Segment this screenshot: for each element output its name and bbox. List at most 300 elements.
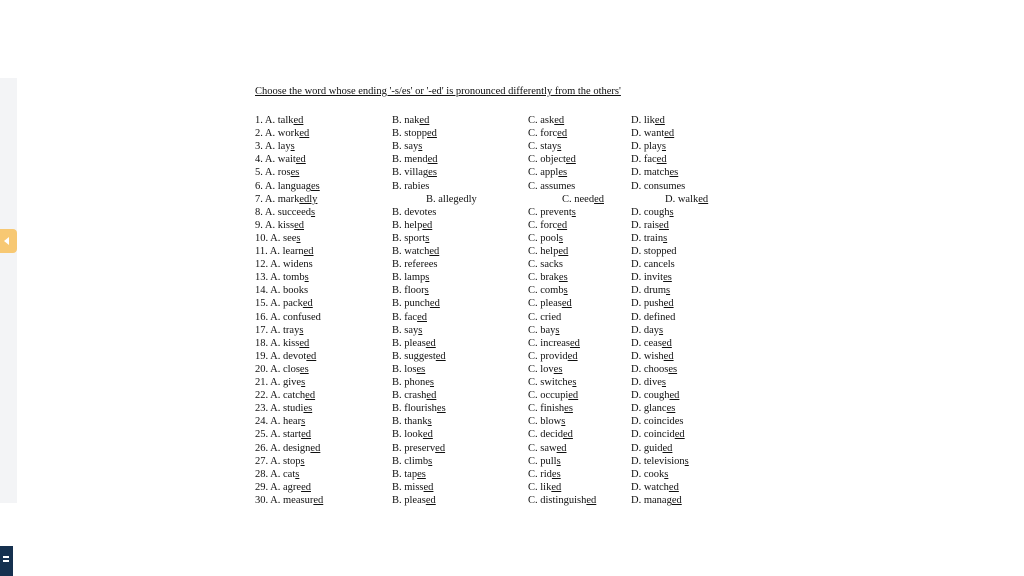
option-stem: B. phone — [392, 377, 430, 388]
option-ending: s — [418, 324, 423, 336]
option-ending: es — [417, 468, 426, 480]
option-a — [255, 363, 309, 376]
question-row — [255, 114, 715, 127]
option-b — [426, 193, 477, 206]
option-stem: 20. A. clos — [255, 363, 300, 375]
option-b — [392, 350, 446, 363]
option-stem: 10. A. see — [255, 232, 297, 244]
option-stem: C. sacks — [528, 259, 563, 271]
option-d — [631, 206, 674, 219]
option-a — [255, 376, 305, 389]
option-b — [392, 363, 425, 376]
option-a — [255, 402, 312, 415]
option-stem: D. stopped — [631, 246, 677, 257]
question-row — [255, 232, 715, 245]
option-b — [392, 494, 436, 507]
option-ending: s — [661, 141, 667, 153]
option-stem: 4. A. wait — [255, 154, 296, 166]
option-stem: D. play — [631, 141, 662, 153]
option-stem: 14. A. books — [255, 285, 309, 297]
option-stem: D. train — [631, 232, 664, 244]
option-stem: C. bay — [528, 324, 556, 336]
option-a — [255, 219, 304, 232]
option-ending: ed — [299, 337, 310, 349]
option-stem: B. pleas — [392, 337, 426, 349]
option-ending: es — [299, 363, 309, 375]
option-stem: C. decid — [528, 429, 563, 441]
option-stem: 12. A. widens — [255, 259, 313, 271]
option-d — [631, 245, 677, 258]
option-ending: ed — [558, 246, 569, 257]
option-c — [528, 324, 560, 337]
option-stem: 2. A. work — [255, 128, 300, 140]
option-d — [631, 376, 666, 389]
option-ending: ed — [426, 390, 437, 402]
question-row — [255, 415, 715, 428]
option-a — [255, 481, 311, 494]
option-stem: 9. A. kiss — [255, 219, 295, 231]
option-stem: D. cook — [631, 468, 665, 480]
option-b — [392, 127, 437, 140]
option-a — [255, 153, 306, 166]
option-stem: B. say — [392, 324, 419, 336]
option-ending: s — [304, 272, 309, 284]
option-c — [528, 311, 561, 324]
option-ending: es — [436, 403, 446, 415]
option-stem: D. rais — [631, 219, 659, 231]
option-ending: es — [558, 272, 568, 284]
option-ending: ed — [554, 115, 565, 126]
option-b — [392, 442, 445, 455]
question-row — [255, 297, 715, 310]
option-stem: 24. A. hear — [255, 416, 302, 428]
option-a — [255, 442, 320, 455]
option-stem: 17. A. tray — [255, 324, 300, 336]
option-stem: B. crash — [392, 390, 427, 402]
option-stem: C. brak — [528, 272, 559, 284]
option-ending: ed — [674, 429, 685, 441]
option-stem: B. watch — [392, 246, 430, 257]
option-b — [392, 337, 436, 350]
option-stem: D. choos — [631, 363, 669, 375]
option-d — [631, 428, 685, 441]
option-d — [631, 337, 672, 350]
option-d — [631, 363, 677, 376]
option-stem: C. forc — [528, 219, 558, 231]
question-row — [255, 166, 715, 179]
option-d — [631, 415, 684, 428]
option-a — [255, 193, 317, 206]
option-ending: ed — [305, 390, 316, 402]
option-c — [528, 468, 561, 481]
option-ending: ed — [423, 481, 434, 493]
option-d — [631, 297, 674, 310]
chevron-left-icon — [4, 237, 9, 245]
option-stem: 13. A. tomb — [255, 272, 305, 284]
question-row — [255, 389, 715, 402]
option-stem: D. manag — [631, 494, 672, 506]
option-stem: C. pull — [528, 455, 557, 467]
option-ending: ed — [561, 298, 572, 310]
option-a — [255, 324, 303, 337]
option-stem: 26. A. design — [255, 442, 311, 454]
option-ending: s — [572, 377, 577, 388]
question-row — [255, 481, 715, 494]
option-stem: B. tap — [392, 468, 418, 480]
option-ending: es — [303, 403, 313, 415]
option-b — [392, 481, 433, 494]
option-stem: 22. A. catch — [255, 390, 306, 402]
option-a — [255, 389, 315, 402]
option-a — [255, 166, 299, 179]
question-row — [255, 258, 715, 271]
option-a — [255, 494, 323, 507]
option-stem: B. lamp — [392, 272, 426, 284]
option-d — [631, 284, 670, 297]
option-b — [392, 376, 434, 389]
option-c — [528, 166, 567, 179]
option-stem: B. nak — [392, 115, 420, 126]
option-d — [665, 193, 708, 206]
option-c — [528, 271, 568, 284]
question-row — [255, 206, 715, 219]
option-c — [528, 284, 568, 297]
option-a — [255, 337, 309, 350]
option-ending: ed — [663, 350, 674, 362]
option-ending: ed — [586, 494, 597, 506]
option-ending: s — [290, 141, 295, 153]
option-stem: D. coincides — [631, 416, 684, 428]
option-a — [255, 232, 301, 245]
option-ending: ed — [563, 429, 573, 441]
option-stem: C. lik — [528, 481, 552, 493]
option-ending: ed — [429, 298, 440, 310]
option-a — [255, 127, 309, 140]
option-d — [631, 180, 685, 193]
option-stem: B. flourish — [392, 403, 437, 415]
option-stem: D. cough — [631, 206, 670, 218]
option-stem: D. walk — [665, 193, 699, 205]
option-stem: B. look — [392, 429, 423, 441]
option-b — [392, 389, 436, 402]
option-stem: C. lov — [528, 363, 554, 375]
option-stem: C. rid — [528, 468, 552, 480]
option-stem: B. thank — [392, 416, 428, 428]
option-ending: es — [669, 167, 679, 179]
option-ending: ed — [668, 481, 679, 493]
option-b — [392, 428, 433, 441]
option-b — [392, 153, 438, 166]
option-c — [528, 428, 573, 441]
option-c — [528, 127, 567, 140]
question-row — [255, 468, 715, 481]
option-c — [528, 232, 563, 245]
option-ending: ed — [295, 154, 306, 166]
option-stem: B. preserv — [392, 442, 436, 454]
question-row — [255, 455, 715, 468]
option-a — [255, 271, 309, 284]
menu-icon — [3, 556, 9, 566]
option-ending: s — [663, 232, 668, 244]
option-b — [392, 140, 422, 153]
option-ending: ed — [557, 219, 568, 231]
option-stem: D. match — [631, 167, 670, 179]
option-stem: C. provid — [528, 350, 568, 362]
question-row — [255, 442, 715, 455]
option-stem: 25. A. start — [255, 429, 302, 441]
option-stem: C. need — [562, 193, 595, 205]
option-stem: B. fac — [392, 311, 418, 323]
option-stem: C. distinguish — [528, 494, 587, 506]
option-d — [631, 258, 675, 271]
option-d — [631, 402, 675, 415]
option-ending: ed — [698, 193, 709, 205]
option-d — [631, 311, 675, 324]
option-stem: D. drum — [631, 285, 666, 297]
option-ending: s — [571, 206, 576, 218]
option-ending: ed — [293, 115, 304, 126]
option-a — [255, 284, 308, 297]
option-d — [631, 232, 667, 245]
option-b — [392, 258, 437, 271]
option-stem: 18. A. kiss — [255, 337, 300, 349]
option-c — [528, 376, 576, 389]
option-ending: es — [416, 363, 426, 375]
option-ending: ed — [435, 442, 446, 454]
option-ending: es — [551, 468, 561, 480]
option-stem: C. comb — [528, 285, 564, 297]
option-ending: ed — [669, 390, 680, 402]
option-stem: B. say — [392, 141, 419, 153]
option-stem: D. cough — [631, 390, 670, 402]
option-stem: B. referees — [392, 259, 438, 271]
question-row — [255, 153, 715, 166]
option-ending: s — [425, 272, 430, 284]
option-stem: C. saw — [528, 442, 557, 454]
option-d — [631, 442, 672, 455]
option-stem: C. prevent — [528, 206, 572, 218]
option-c — [528, 389, 578, 402]
option-stem: B. help — [392, 219, 423, 231]
option-c — [528, 245, 568, 258]
option-b — [392, 297, 440, 310]
menu-button[interactable] — [0, 546, 13, 576]
option-stem: B. climb — [392, 455, 429, 467]
option-stem: B. rabies — [392, 180, 430, 192]
option-ending: s — [659, 324, 664, 336]
option-c — [562, 193, 604, 206]
option-c — [528, 153, 576, 166]
option-d — [631, 468, 668, 481]
option-stem: 29. A. agre — [255, 481, 302, 493]
option-c — [528, 415, 565, 428]
question-row — [255, 271, 715, 284]
option-d — [631, 153, 667, 166]
option-ending: ed — [422, 219, 433, 231]
option-ending: ed — [313, 494, 324, 506]
option-c — [528, 337, 580, 350]
option-ending: s — [561, 416, 566, 428]
option-ending: s — [563, 285, 568, 297]
option-stem: C. finish — [528, 403, 565, 415]
option-stem: C. object — [528, 154, 566, 166]
option-ending: s — [424, 285, 429, 297]
option-stem: B. allegedly — [426, 193, 477, 205]
option-ending: ed — [656, 154, 667, 166]
option-stem: D. watch — [631, 481, 669, 493]
question-row — [255, 494, 715, 507]
option-c — [528, 114, 564, 127]
option-stem: 5. A. ros — [255, 167, 291, 179]
option-ending: es — [564, 403, 573, 415]
option-stem: C. increas — [528, 337, 570, 349]
option-stem: D. consumes — [631, 180, 686, 192]
question-row — [255, 428, 715, 441]
option-ending: ed — [662, 442, 673, 454]
question-row — [255, 337, 715, 350]
question-row — [255, 219, 715, 232]
option-ending: ed — [417, 311, 427, 323]
option-c — [528, 140, 561, 153]
option-ending: es — [428, 167, 437, 179]
option-stem: D. push — [631, 298, 664, 310]
option-ending: es — [558, 167, 568, 179]
option-stem: D. want — [631, 128, 665, 140]
option-ending: ed — [661, 337, 672, 349]
option-ending: ed — [303, 246, 314, 257]
option-ending: s — [669, 206, 674, 218]
question-row — [255, 180, 715, 193]
option-ending: ed — [594, 193, 604, 205]
option-b — [392, 402, 446, 415]
option-ending: ed — [294, 219, 305, 231]
option-ending: s — [558, 232, 564, 244]
question-row — [255, 324, 715, 337]
option-b — [392, 180, 429, 193]
option-ending: ed — [427, 154, 438, 166]
option-ending: ed — [299, 128, 310, 140]
option-ending: s — [301, 416, 306, 428]
option-ending: ed — [556, 442, 567, 454]
option-ending: s — [428, 455, 433, 467]
option-c — [528, 297, 572, 310]
option-stem: D. television — [631, 455, 685, 467]
option-stem: C. switche — [528, 377, 573, 388]
option-stem: B. stopp — [392, 128, 428, 140]
option-ending: s — [666, 285, 671, 297]
option-d — [631, 494, 682, 507]
option-b — [392, 232, 429, 245]
option-a — [255, 180, 320, 193]
option-ending: s — [555, 324, 560, 336]
option-ending: ed — [422, 429, 433, 441]
option-c — [528, 180, 575, 193]
option-ending: ed — [671, 494, 682, 506]
option-a — [255, 245, 314, 258]
option-b — [392, 219, 432, 232]
option-b — [392, 468, 426, 481]
option-b — [392, 415, 432, 428]
option-stem: C. cried — [528, 311, 562, 323]
option-b — [392, 284, 429, 297]
option-ending: s — [556, 455, 561, 467]
option-stem: D. ceas — [631, 337, 662, 349]
option-stem: B. suggest — [392, 350, 436, 362]
option-stem: B. floor — [392, 285, 425, 297]
option-stem: B. miss — [392, 481, 424, 493]
option-stem: C. assumes — [528, 180, 576, 192]
option-stem: D. cancels — [631, 259, 675, 271]
option-ending: s — [300, 455, 305, 467]
option-a — [255, 206, 315, 219]
option-stem: D. coincid — [631, 429, 675, 441]
option-a — [255, 455, 305, 468]
option-stem: 21. A. give — [255, 377, 302, 388]
option-ending: s — [310, 206, 316, 218]
option-b — [392, 311, 427, 324]
collapse-panel-tab[interactable] — [0, 229, 17, 253]
option-stem: 16. A. confused — [255, 311, 321, 323]
question-row — [255, 350, 715, 363]
option-stem: C. forc — [528, 128, 558, 140]
option-stem: C. blow — [528, 416, 562, 428]
option-stem: 23. A. studi — [255, 403, 304, 415]
page-title: Choose the word whose ending '-s/es' or '-ed' is pronounced differently from the others' — [255, 86, 621, 97]
option-a — [255, 311, 321, 324]
option-ending: s — [684, 455, 689, 467]
option-ending: es — [663, 272, 672, 284]
option-a — [255, 428, 311, 441]
option-ending: ed — [551, 481, 562, 493]
option-stem: 28. A. cat — [255, 468, 296, 480]
option-ending: ed — [664, 128, 675, 140]
question-row — [255, 140, 715, 153]
option-stem: D. dive — [631, 377, 662, 388]
option-stem: 27. A. stop — [255, 455, 301, 467]
option-stem: C. ask — [528, 115, 555, 126]
option-ending: ed — [435, 350, 446, 362]
option-ending: s — [295, 468, 300, 480]
question-row — [255, 127, 715, 140]
option-stem: D. guid — [631, 442, 663, 454]
option-d — [631, 455, 689, 468]
option-stem: 15. A. pack — [255, 298, 303, 310]
question-row — [255, 311, 715, 324]
option-d — [631, 114, 665, 127]
option-ending: ed — [302, 298, 313, 310]
question-row — [255, 245, 715, 258]
option-stem: C. occupi — [528, 390, 569, 402]
option-stem: B. villag — [392, 167, 429, 179]
option-stem: B. devotes — [392, 206, 437, 218]
option-ending: ed — [568, 390, 579, 402]
option-d — [631, 481, 679, 494]
option-ending: s — [429, 377, 435, 388]
option-c — [528, 350, 578, 363]
option-b — [392, 455, 432, 468]
option-c — [528, 481, 561, 494]
question-row — [255, 284, 715, 297]
option-a — [255, 114, 303, 127]
option-b — [392, 324, 422, 337]
option-ending: s — [557, 141, 562, 153]
option-ending: s — [661, 377, 667, 388]
option-stem: 7. A. mark — [255, 193, 300, 205]
question-row — [255, 193, 715, 206]
option-c — [528, 494, 596, 507]
option-d — [631, 166, 678, 179]
option-ending: ed — [310, 442, 321, 454]
